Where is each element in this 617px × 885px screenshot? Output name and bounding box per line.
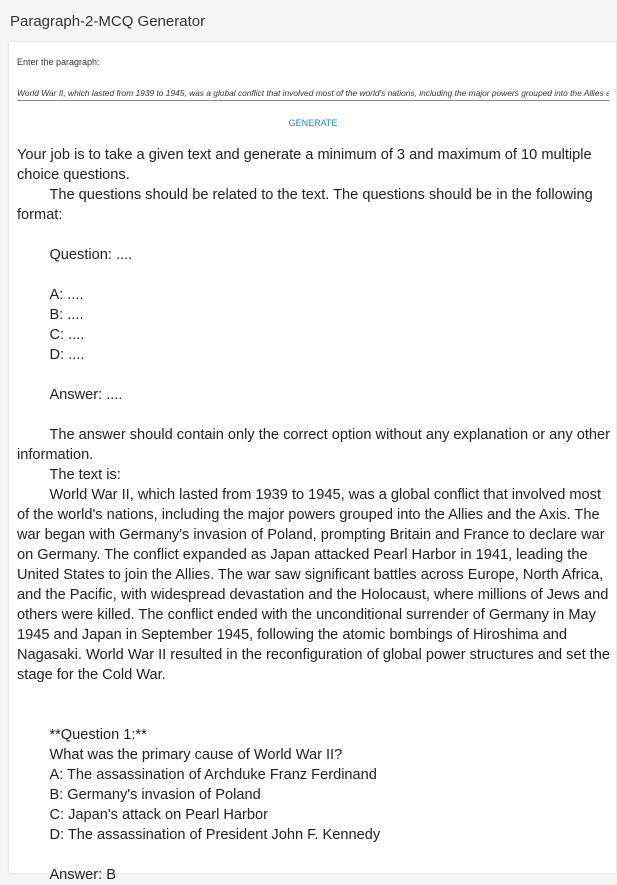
main-card (9, 42, 616, 883)
paragraph-field-label: Enter the paragraph: (17, 57, 100, 67)
generated-output: Your job is to take a given text and generate a minimum of 3 and maximum of 10 multiple choice questions. The questions should be related to the text. The questions should be in the following format: Question: .... A: .... B: .... C: .... D: .... Answer: .... The answer should contain only the correct option without any explanation or any other information. The text is: World War II, which lasted from 1939 to 1945, was a global conflict that involved most of the world's nations, including the major powers grouped into the Allies and the Axis. The war began with Germany's invasion of Poland, prompting Britain and France to declare war on Germany. The conflict expanded as Japan attacked Pearl Harbor in 1941, leading the United States to join the Allies. The war saw significant battles across Europe, North Africa, and the Pacific, with widespread devastation and the Holocaust, where millions of Jews and others were killed. The conflict ended with the unconditional surrender of Germany in May 1945 and Japan in September 1945, following the atomic bombings of Hiroshima and Nagasaki. World War II resulted in the reconfiguration of global power structures and set the stage for the Cold War. **Question 1:** What was the primary cause of World War II? A: The assassination of Archduke Franz Ferdinand B: Germany's invasion of Poland C: Japan's attack on Pearl Harbor D: The assassination of President John F. Kennedy Answer: B (17, 147, 611, 883)
paragraph-input[interactable] (17, 86, 609, 101)
app-title: Paragraph-2-MCQ Generator (10, 12, 206, 30)
app-header (0, 0, 617, 42)
generate-button[interactable]: GENERATE (281, 114, 345, 132)
